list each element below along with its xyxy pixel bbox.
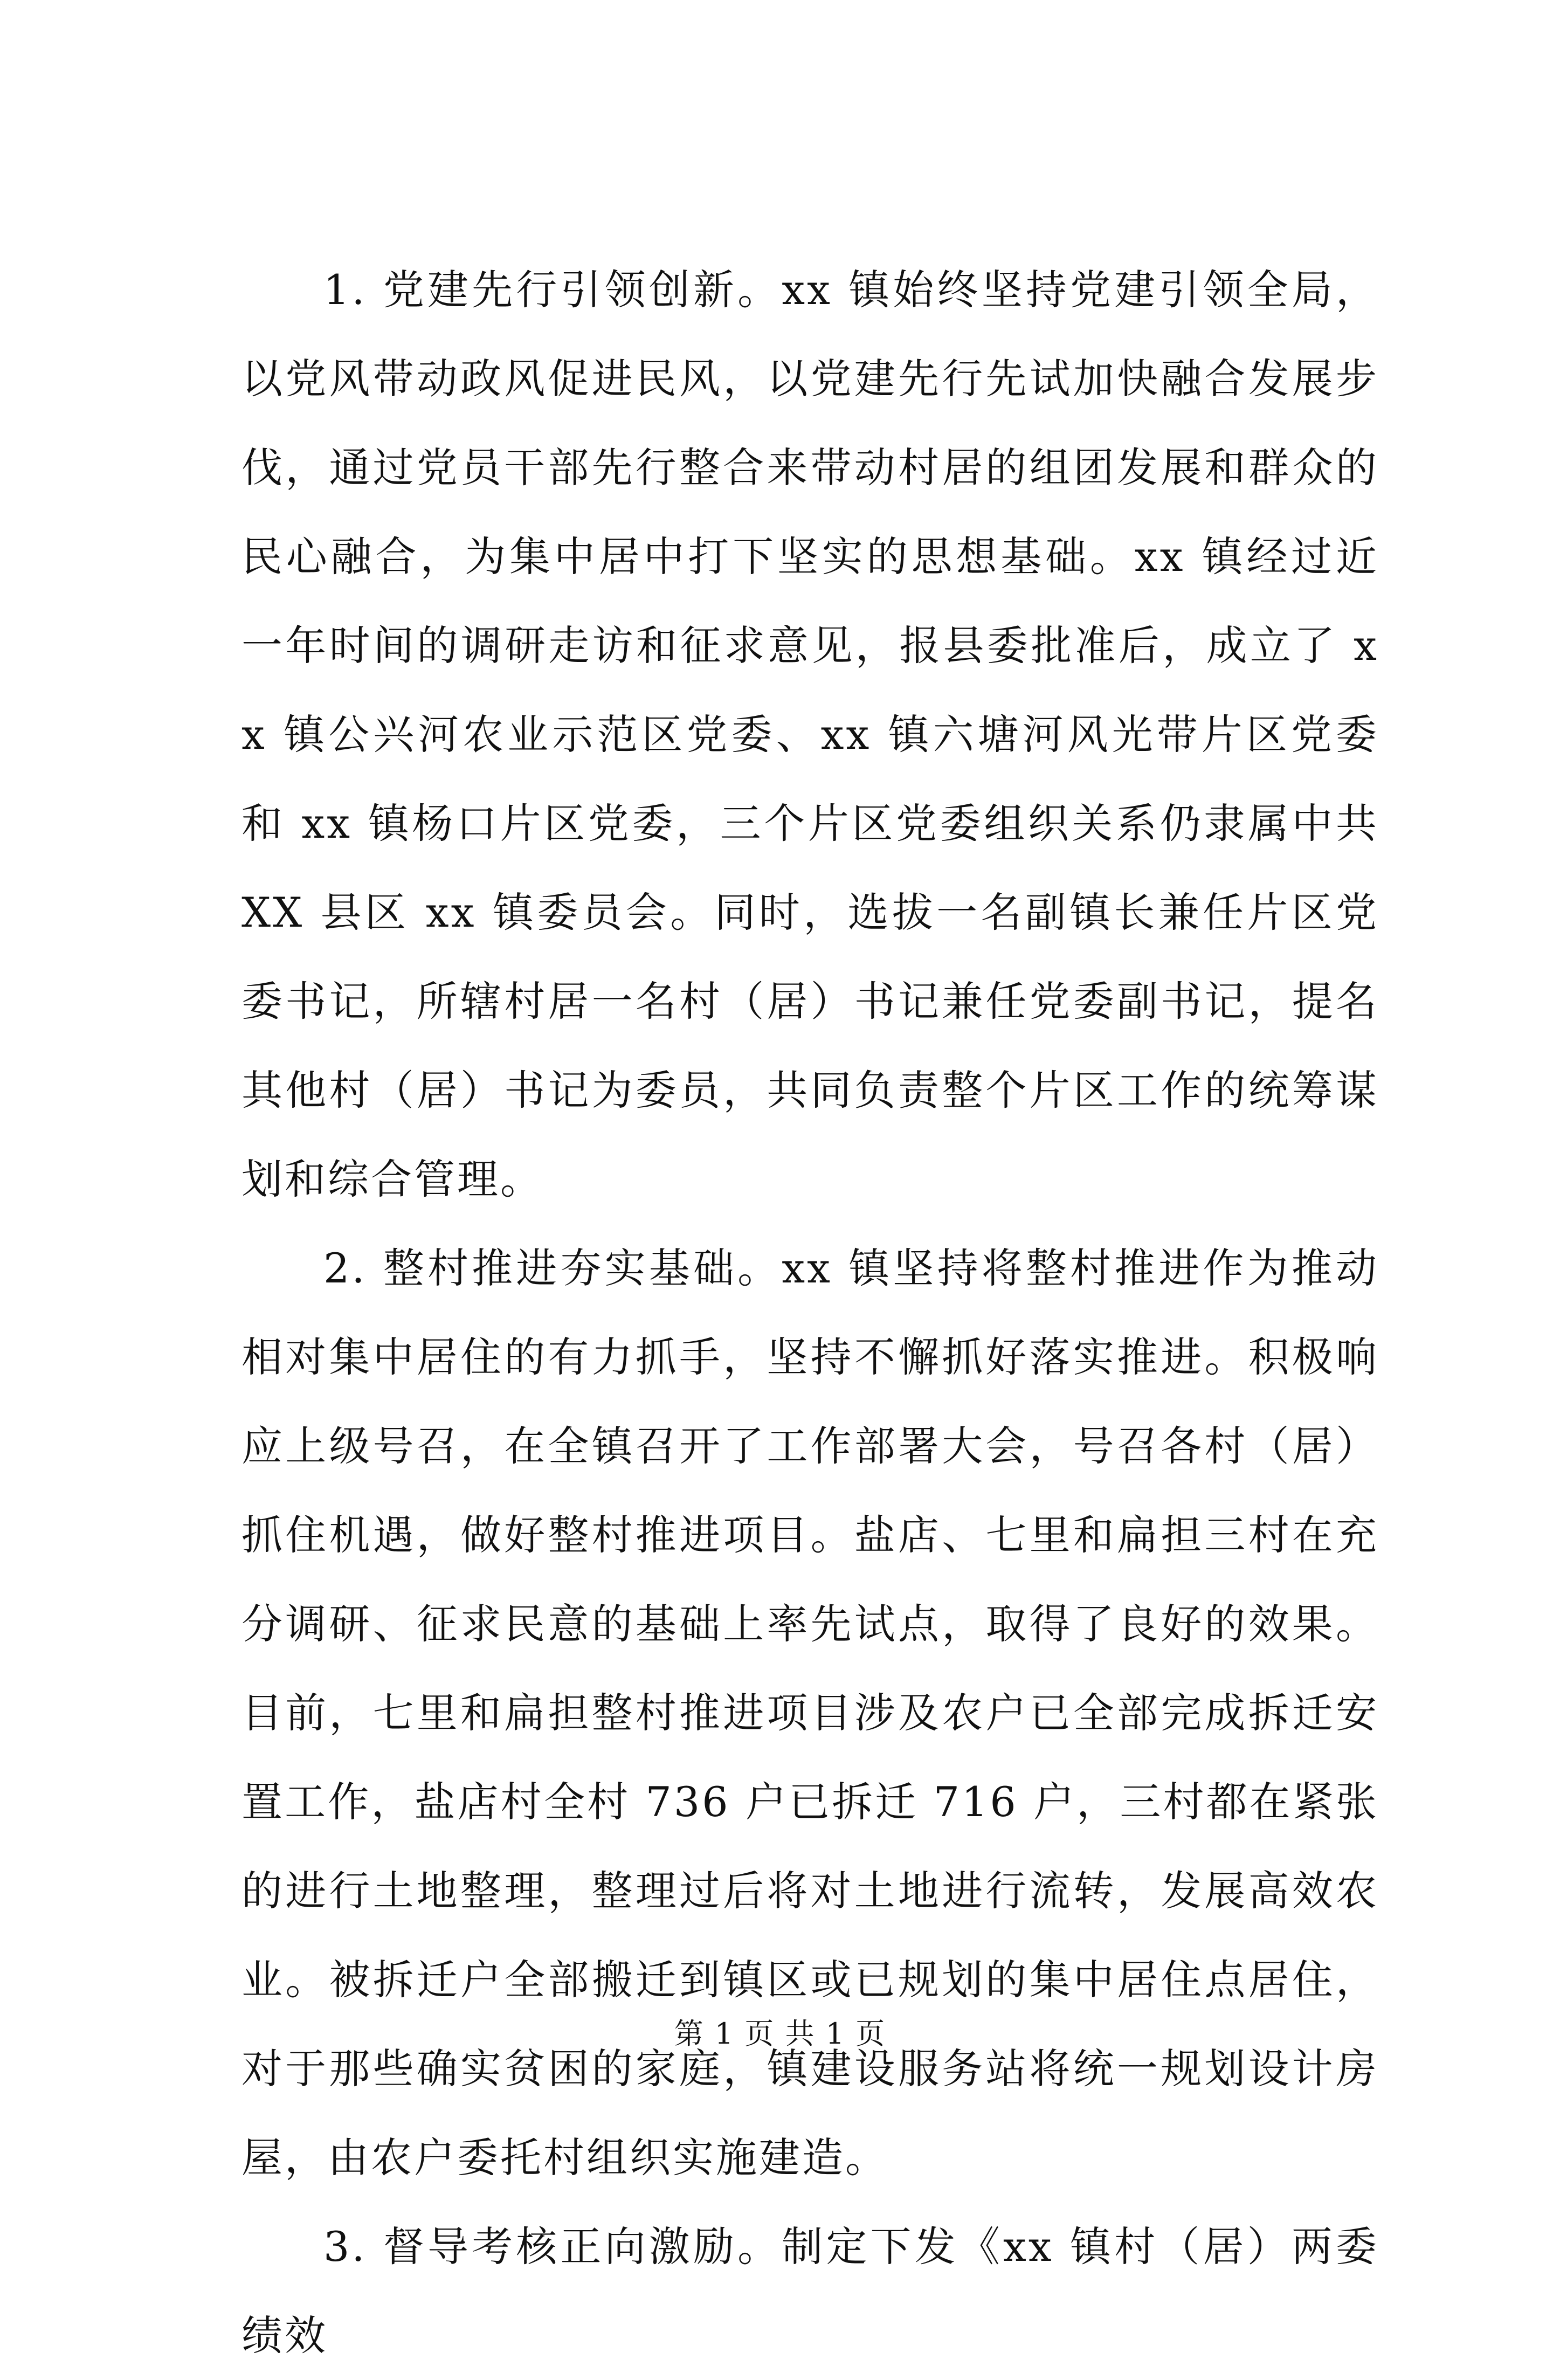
document-body [241, 245, 1379, 2380]
paragraph-supervision-assessment: 3. 督导考核正向激励。制定下发《xx 镇村（居）两委绩效 [241, 2223, 1379, 2360]
page-footer: 第 1 页 共 1 页 [674, 2017, 886, 2051]
paragraph-party-building: 1. 党建先行引领创新。xx 镇始终坚持党建引领全局，以党风带动政风促进民风，以党建先行先试加快融合发展步伐，通过党员干部先行整合来带动村居的组团发展和群众的民心融合，为集中居中打下坚实的思想基础。xx 镇经过近一年时间的调研走访和征求意见，报县委批准后，成立了 xx 镇公兴河农业示范区党委、xx 镇六塘河风光带片区党委和 xx 镇杨口片区党委，三个片区党委组织关系仍隶属中共 XX 县区 xx 镇委员会。同时，选拔一名副镇长兼任片区党委书记，所辖村居一名村（居）书记兼任党委副书记，提名其他村（居）书记为委员，共同负责整个片区工作的统筹谋划和综合管理。 [241, 266, 1379, 1203]
paragraph-village-advancement: 2. 整村推进夯实基础。xx 镇坚持将整村推进作为推动相对集中居住的有力抓手，坚持不懈抓好落实推进。积极响应上级号召，在全镇召开了工作部署大会，号召各村（居）抓住机遇，做好整村推进项目。盐店、七里和扁担三村在充分调研、征求民意的基础上率先试点，取得了良好的效果。目前，七里和扁担整村推进项目涉及农户已全部完成拆迁安置工作，盐店村全村 736 户已拆迁 716 户，三村都在紧张的进行土地整理，整理过后将对土地进行流转，发展高效农业。被拆迁户全部搬迁到镇区或已规划的集中居住点居住，对于那些确实贫困的家庭，镇建设服务站将统一规划设计房屋，由农户委托村组织实施建造。 [241, 1244, 1379, 2182]
